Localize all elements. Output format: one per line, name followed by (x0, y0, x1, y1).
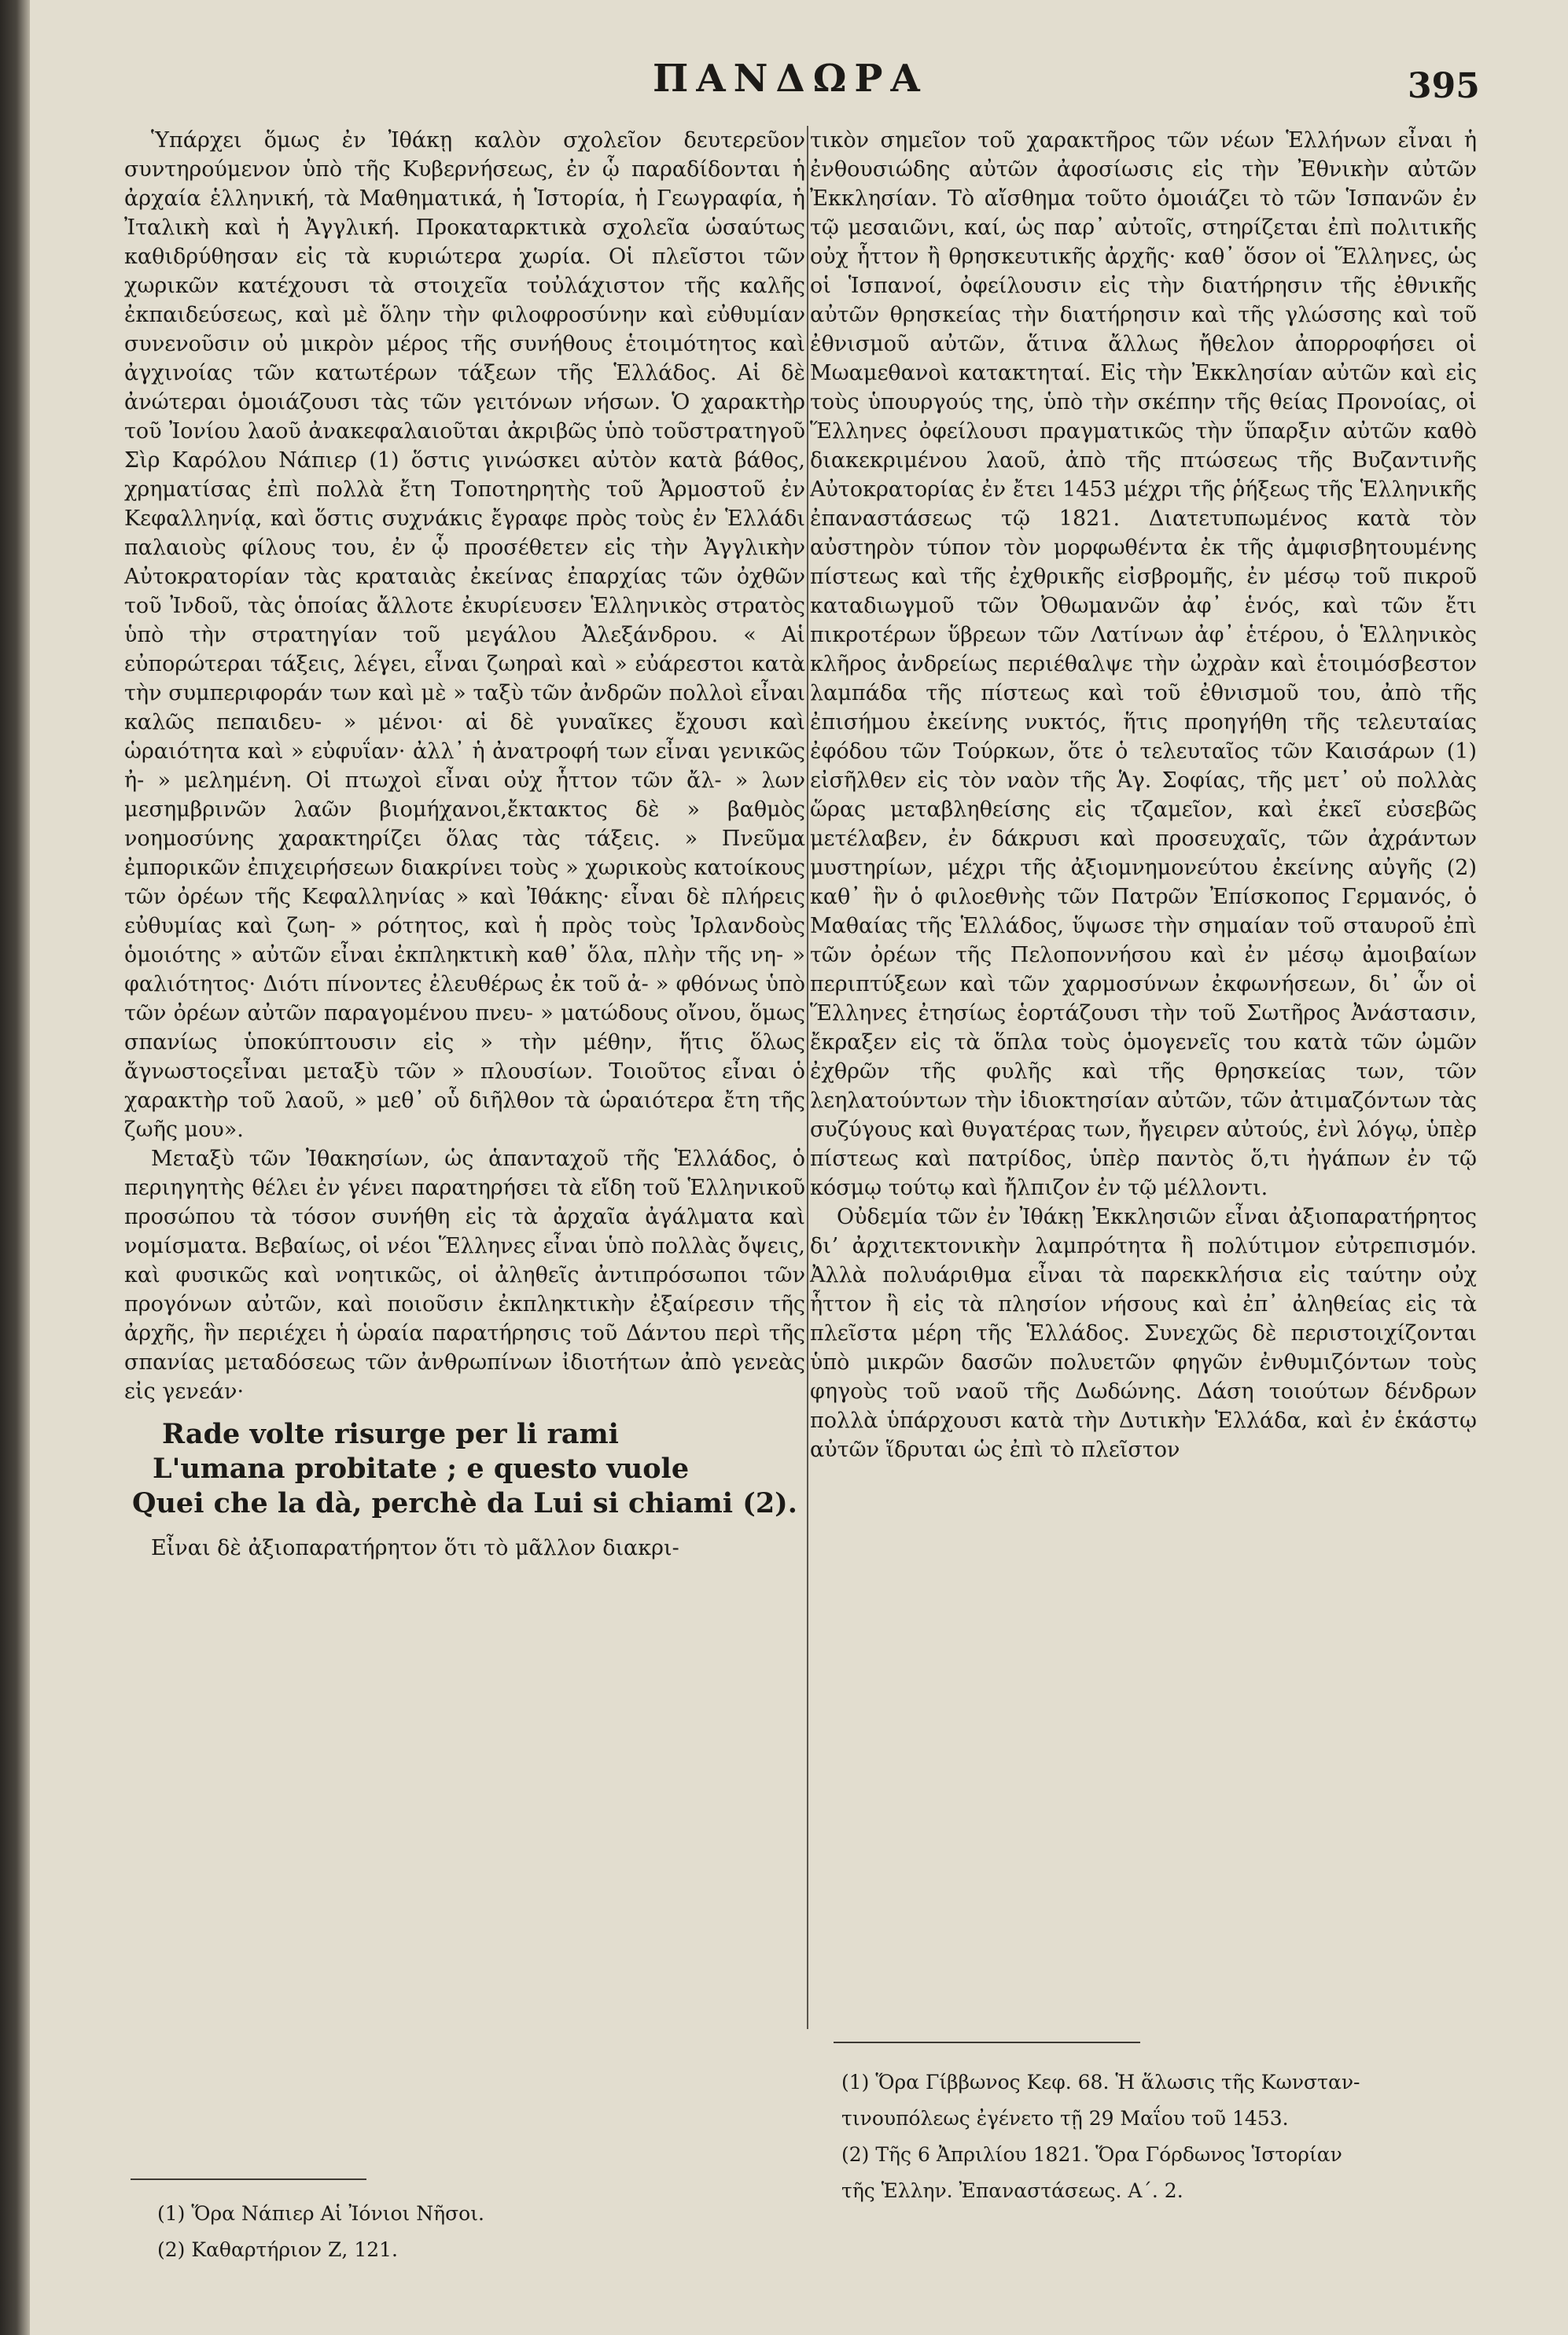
quote-line: Rade volte risurge per li rami (162, 1418, 619, 1450)
footnote-line: τῆς Ἑλλην. Ἐπαναστάσεως. Α΄. 2. (841, 2179, 1183, 2202)
right-paragraph-1: τικὸν σημεῖον τοῦ χαρακτῆρος τῶν νέων Ἑλλήνων εἶναι ἡ ἐνθουσιώδης αὐτῶν ἀφοσίωσις εἰς τὴν Ἐθνικὴν αὐτῶν Ἐκκλησίαν. Τὸ αἴσθημα τοῦτο ὁμοιάζει τὸ τῶν Ἱσπανῶν ἐν τῷ μεσαιῶνι, καί, ὡς παρ᾽ αὐτοῖς, στηρίζεται ἐπὶ πολιτικῆς οὐχ ἧττον ἢ θρησκευτικῆς ἀρχῆς· καθ᾽ ὅσον οἱ Ἕλληνες, ὡς οἱ Ἱσπανοί, ὀφείλουσιν εἰς τὴν διατήρησιν τῆς ἐθνικῆς αὐτῶν θρησκείας τὴν διατήρησιν καὶ τῆς γλώσσης καὶ τοῦ ἐθνισμοῦ αὐτῶν, ἅτινα ἄλλως ἤθελον ἀπορροφήσει οἱ Μωαμεθανοὶ κατακτηταί. Εἰς τὴν Ἐκκλησίαν αὐτῶν καὶ εἰς τοὺς ὑπουργούς της, ὑπὸ τὴν σκέπην τῆς θείας Προνοίας, οἱ Ἕλληνες ὀφείλουσι πραγματικῶς τὴν ὕπαρξιν αὐτῶν καθὸ διακεκριμένου λαοῦ, ἀπὸ τῆς πτώσεως τῆς Βυζαντινῆς Αὐτοκρατορίας ἐν ἔτει 1453 μέχρι τῆς ῥήξεως τῆς Ἑλληνικῆς ἐπαναστάσεως τῷ 1821. Διατετυπωμένος κατὰ τὸν αὐστηρὸν τύπον τὸν μορφωθέντα ἐκ τῆς ἀμφισβητουμένης πίστεως καὶ τῆς ἐχθρικῆς εἰσβρομῆς, ἐν μέσῳ τοῦ πικροῦ καταδιωγμοῦ τῶν Ὀθωμανῶν ἀφ᾽ ἑνός, καὶ τῶν ἔτι πικροτέρων ὕβρεων τῶν Λατίνων ἀφ᾽ ἑτέρου, ὁ Ἑλληνικὸς κλῆρος ἀνδρείως περιέθαλψε τὴν ὠχρὰν καὶ ἑτοιμόσβεστον λαμπάδα τῆς πίστεως καὶ τοῦ ἐθνισμοῦ του, ἀπὸ τῆς ἐπισήμου ἐκείνης νυκτός, ἥτις προηγήθη τῆς τελευταίας ἐφόδου τῶν Τούρκων, ὅτε ὁ τελευταῖος τῶν Καισάρων (1) εἰσῆλθεν εἰς τὸν ναὸν τῆς Ἁγ. Σοφίας, τῆς μετ᾽ οὐ πολλὰς ὥρας μεταβληθείσης εἰς τζαμεῖον, καὶ ἐκεῖ εὐσεβῶς μετέλαβεν, ἐν δάκρυσι καὶ προσευχαῖς, τῶν ἀχράντων μυστηρίων, μέχρι τῆς ἀξιομνημονεύτου ἐκείνης αὐγῆς (2) καθ᾽ ἣν ὁ φιλοεθνὴς τῶν Πατρῶν Ἐπίσκοπος Γερμανός, ὁ Μαθαίας τῆς Ἑλλάδος, ὕψωσε τὴν σημαίαν τοῦ σταυροῦ ἐπὶ τῶν ὀρέων τῆς Πελοποννήσου καὶ ἐν μέσῳ ἀμοιβαίων περιπτύξεων καὶ τῶν χαρμοσύνων ἐκφωνήσεων, δι᾽ ὧν οἱ Ἕλληνες ἐτησίως ἑορτάζουσι τὴν τοῦ Σωτῆρος Ἀνάστασιν, ἔκραξεν εἰς τὰ ὅπλα τοὺς ὁμογενεῖς του κατὰ τῶν ὠμῶν ἐχθρῶν τῆς φυλῆς καὶ τῆς θρησκείας των, τῶν λεηλατούντων τὴν ἰδιοκτησίαν αὐτῶν, τῶν ἀτιμαζόντων τὰς συζύγους καὶ θυγατέρας των, ἤγειρεν αὐτούς, ἐνὶ λόγῳ, ὑπὲρ πίστεως καὶ πατρίδος, ὑπὲρ παντὸς ὅ,τι ἠγάπων ἐν τῷ κόσμῳ τούτῳ καὶ ἤλπιζον ἐν τῷ μέλλοντι. (810, 128, 1477, 1200)
footnote-line: τινουπόλεως ἐγένετο τῇ 29 Μαΐου τοῦ 1453. (841, 2107, 1289, 2130)
quote-line: Quei che la dà, perchè da Lui si chiami (2). (132, 1487, 797, 1519)
left-paragraph-2: Μεταξὺ τῶν Ἰθακησίων, ὡς ἁπανταχοῦ τῆς Ἑλλάδος, ὁ περιηγητὴς θέλει ἐν γένει παρατηρήσει τὰ εἴδη τοῦ Ἑλληνικοῦ προσώπου τὰ τόσον συνήθη εἰς τὰ ἀρχαῖα ἀγάλματα καὶ νομίσματα. Βεβαίως, οἱ νέοι Ἕλληνες εἶναι ὑπὸ πολλὰς ὄψεις, καὶ φυσικῶς καὶ νοητικῶς, οἱ ἀληθεῖς ἀντιπρόσωποι τῶν προγόνων αὐτῶν, καὶ ποιοῦσιν ἐκπληκτικὴν ἐξαίρεσιν τῆς ἀρχῆς, ἣν περιέχει ἡ ὡραία παρατήρησις τοῦ Δάντου περὶ τῆς σπανίας μεταδόσεως τῶν ἀνθρωπίνων ἰδιοτήτων ἀπὸ γενεὰς εἰς γενεάν· (124, 1147, 805, 1404)
column-divider (807, 126, 808, 2029)
right-column (810, 126, 1477, 1464)
footnotes-left (157, 2196, 802, 2268)
left-paragraph-3: Εἶναι δὲ ἀξιοπαρατήρητον ὅτι τὸ μᾶλλον διακρι- (151, 1536, 679, 1560)
left-column (124, 126, 805, 1563)
left-paragraph-1: Ὑπάρχει ὅμως ἐν Ἰθάκῃ καλὸν σχολεῖον δευτερεῦον συντηρούμενον ὑπὸ τῆς Κυβερνήσεως, ἐν ᾧ παραδίδονται ἡ ἀρχαία ἑλληνική, τὰ Μαθηματικά, ἡ Ἱστορία, ἡ Γεωγραφία, ἡ Ἰταλικὴ καὶ ἡ Ἀγγλική. Προκαταρκτικὰ σχολεῖα ὡσαύτως καθιδρύθησαν εἰς τὰ κυριώτερα χωρία. Οἱ πλεῖστοι τῶν χωρικῶν κατέχουσι τὰ στοιχεῖα τοὐλάχιστον τῆς καλῆς ἐκπαιδεύσεως, καὶ μὲ ὅλην τὴν φιλοφροσύνην καὶ εὐθυμίαν συνενοῦσιν οὐ μικρὸν μέρος τῆς συνήθους ἑτοιμότητος καὶ ἀγχινοίας τῶν κατωτέρων τάξεων τῆς Ἑλλάδος. Αἱ δὲ ἀνώτεραι ὁμοιάζουσι τὰς τῶν γειτόνων νήσων. Ὁ χαρακτὴρ τοῦ Ἰονίου λαοῦ ἀνακεφαλαιοῦται ἀκριβῶς ὑπὸ τοῦστρατηγοῦ Σὶρ Καρόλου Νάπιερ (1) ὅστις γινώσκει αὐτὸν κατὰ βάθος, χρηματίσας ἐπὶ πολλὰ ἔτη Τοποτηρητὴς τοῦ Ἀρμοστοῦ ἐν Κεφαλληνίᾳ, καὶ ὅστις συχνάκις ἔγραφε πρὸς τοὺς ἐν Ἑλλάδι παλαιοὺς φίλους του, ἐν ᾧ προσέθετεν εἰς τὴν Ἀγγλικὴν Αὐτοκρατορίαν τὰς κραταιὰς ἐκείνας ἐπαρχίας τῶν ὀχθῶν τοῦ Ἰνδοῦ, τὰς ὁποίας ἄλλοτε ἐκυρίευσεν Ἑλληνικὸς στρατὸς ὑπὸ τὴν στρατηγίαν τοῦ μεγάλου Ἀλεξάνδρου. « Αἱ εὐπορώτεραι τάξεις, λέγει, εἶναι ζωηραὶ καὶ » εὐάρεστοι κατὰ τὴν συμπεριφοράν των καὶ μὲ » ταξὺ τῶν ἀνδρῶν πολλοὶ εἶναι καλῶς πεπαιδευ- » μένοι· αἱ δὲ γυναῖκες ἔχουσι καὶ ὡραιότητα καὶ » εὐφυΐαν· ἀλλ᾽ ἡ ἀνατροφή των εἶναι γενικῶς ἠ- » μελημένη. Οἱ πτωχοὶ εἶναι οὐχ ἧττον τῶν ἄλ- » λων μεσημβρινῶν λαῶν βιομήχανοι,ἔκτακτος δὲ » βαθμὸς νοημοσύνης χαρακτηρίζει ὅλας τὰς τάξεις. » Πνεῦμα ἐμπορικῶν ἐπιχειρήσεων διακρίνει τοὺς » χωρικοὺς κατοίκους τῶν ὀρέων τῆς Κεφαλληνίας » καὶ Ἰθάκης· εἶναι δὲ πλήρεις εὐθυμίας καὶ ζωη- » ρότητος, καὶ ἡ πρὸς τοὺς Ἰρλανδοὺς ὁμοιότης » αὐτῶν εἶναι ἐκπληκτικὴ καθ᾽ ὅλα, πλὴν τῆς νη- » φαλιότητος· Διότι πίνοντες ἐλευθέρως ἐκ τοῦ ἀ- » φθόνως ὑπὸ τῶν ὀρέων αὐτῶν παραγομένου πνευ- » ματώδους οἴνου, ὅμως σπανίως ὑποκύπτουσιν εἰς » τὴν μέθην, ἥτις ὅλως ἄγνωστοςεἶναι μεταξὺ τῶν » πλουσίων. Τοιοῦτος εἶναι ὁ χαρακτὴρ τοῦ λαοῦ, » μεθ᾽ οὗ διῆλθον τὰ ὡραιότερα ἔτη τῆς ζωῆς μου». (124, 128, 805, 1142)
footnote-line: (2) Τῆς 6 Ἀπριλίου 1821. Ὅρα Γόρδωνος Ἱστορίαν (841, 2143, 1342, 2166)
book-spine-shadow (0, 0, 30, 2335)
footnote-rule (834, 2042, 1140, 2043)
right-paragraph-2: Οὐδεμία τῶν ἐν Ἰθάκῃ Ἐκκλησιῶν εἶναι ἀξιοπαρατήρητος διʼ ἀρχιτεκτονικὴν λαμπρότητα ἢ πολύτιμον εὐτρεπισμόν. Ἀλλὰ πολυάριθμα εἶναι τὰ παρεκκλήσια εἰς ταύτην οὐχ ἧττον ἢ εἰς τὰ πλησίον νήσους καὶ ἐπ᾽ ἀληθείας εἰς τὰ πλεῖστα μέρη τῆς Ἑλλάδος. Συνεχῶς δὲ περιστοιχίζονται ὑπὸ μικρῶν δασῶν πολυετῶν φηγῶν ἐνθυμιζόντων τοὺς φηγοὺς τοῦ ναοῦ τῆς Δωδώνης. Δάση τοιούτων δένδρων πολλὰ ὑπάρχουσι κατὰ τὴν Δυτικὴν Ἑλλάδα, καὶ ἐν ἑκάστῳ αὐτῶν ἵδρυται ὡς ἐπὶ τὸ πλεῖστον (810, 1205, 1477, 1462)
footnote-line: (1) Ὅρα Γίββωνος Κεφ. 68. Ἡ ἅλωσις τῆς Κωνσταν- (841, 2071, 1360, 2094)
quote-line: L'umana probitate ; e questo vuole (153, 1453, 690, 1485)
dante-quotation (132, 1417, 805, 1521)
footnotes-right (841, 2064, 1486, 2209)
page-number: 395 (1408, 66, 1480, 106)
footnote-rule (131, 2178, 366, 2180)
running-title: ΠΑΝΔΩΡΑ (653, 57, 928, 101)
footnote-line: (1) Ὅρα Νάπιερ Αἱ Ἰόνιοι Νῆσοι. (157, 2202, 484, 2225)
footnote-line: (2) Καθαρτήριον Ζ, 121. (157, 2238, 398, 2261)
